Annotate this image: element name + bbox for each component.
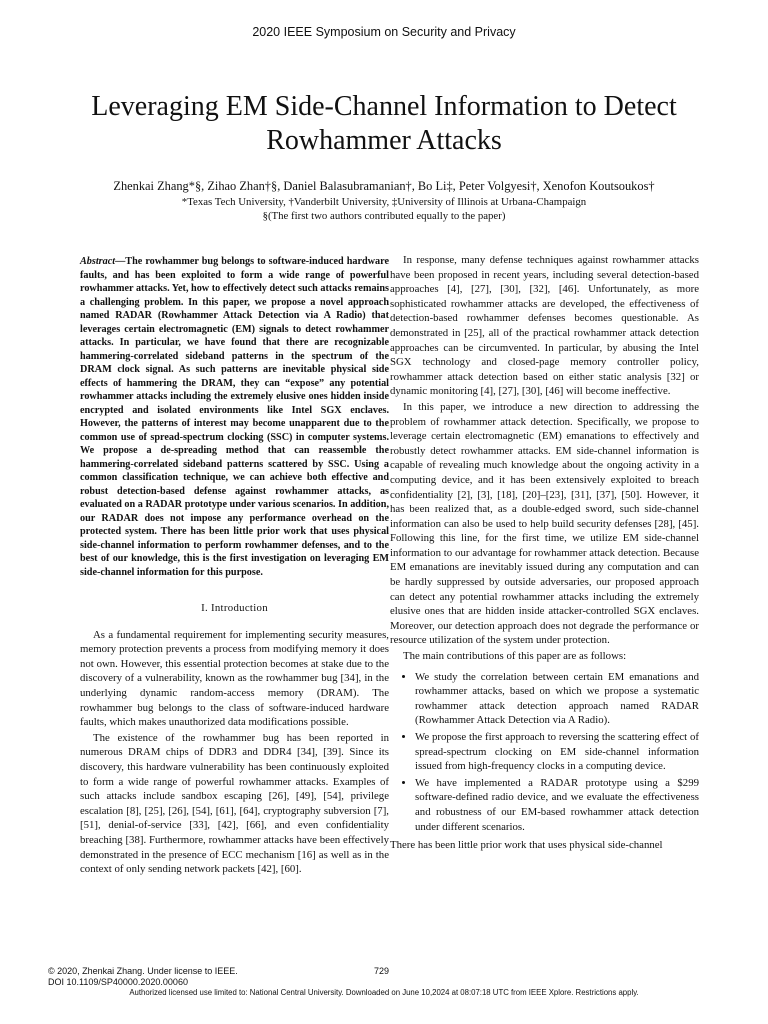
paper-title: Leveraging EM Side-Channel Information to Detect Rowhammer Attacks — [91, 91, 677, 156]
intro-paragraph-2: The existence of the rowhammer bug has been reported in numerous DRAM chips of DDR3 and DDR4 [34], [39]. Since its discovery, this hardware vulnerability has been continuously exploited to form a wide range of powerful rowhammer attacks. Examples of such attacks include sandbox escaping [26], [49], [54], privilege escalation [8], [25], [26], [54], [61], [64], cryptography subversion [7], [51], denial-of-service [33], [42], [66], and even confidentiality breaching [38]. Furthermore, rowhammer attacks have been effectively demonstrated in the presence of ECC mechanism [16] as well as in the context of only sending network packets [42], [60]. — [80, 731, 389, 876]
contribution-item: • We study the correlation between certain EM emanations and rowhammer attacks, based on which we propose a systematic rowhammer attack detection approach named RADAR (Rowhammer Attack Detection via A Radio). — [415, 670, 699, 728]
right-paragraph-4: There has been little prior work that uses physical side-channel — [390, 839, 663, 852]
equal-contribution-note: §(The first two authors contributed equally to the paper) — [262, 210, 506, 222]
section-heading-introduction: I. Introduction — [201, 602, 268, 614]
license-notice: Authorized licensed use limited to: National Central University. Downloaded on June 10,2024 at 08:07:18 UTC from IEEE Xplore. Restrictions apply. — [129, 988, 639, 997]
right-paragraph-2: In this paper, we introduce a new direction to addressing the problem of rowhammer attack detection. Specifically, we propose to leverage certain electromagnetic (EM) emanations to effectively and robustly detect rowhammer attacks. EM side-channel information is capable of revealing much knowledge about the ongoing activity in a computing device, and it has been extensively exploited to breach confidentiality [2], [3], [18], [20]–[23], [31], [37], [50]. However, it has been realized that, as a double-edged sword, such side-channel information can also be used to help build security defenses [28], [45]. Following this line, for the first time, we utilize EM side-channel information to our advantage for rowhammer attack detection. Because EM emanations are inevitably issued during any computation and can be hardly suppressed by outside adversaries, our proposed approach can detect any potential rowhammer attacks including the extremely elusive ones that are hidden inside attacker-controlled SGX enclaves. Moreover, our detection approach does not degrade the performance or resource utilization of the system under protection. — [390, 400, 699, 647]
contributions-intro: The main contributions of this paper are as follows: — [403, 650, 627, 663]
doi: DOI 10.1109/SP40000.2020.00060 — [48, 977, 188, 987]
right-column — [390, 253, 699, 854]
abstract-text: —The rowhammer bug belongs to software-induced hardware faults, and has been exploited to form a wide range of powerful rowhammer attacks. Yet, how to effectively detect such attacks remains a challenging problem. In this paper, we propose a novel approach named RADAR (Rowhammer Attack Detection via A Radio) that leverages certain electromagnetic (EM) signals to detect rowhammer attacks. In particular, we have found that there are recognizable hammering-correlated sideband patterns in the spectrum of the DRAM clock signal. As such patterns are inevitable physical side effects of hammering the DRAM, they can “expose” any potential rowhammer attacks including the extremely elusive ones hidden inside encrypted and isolated environments like Intel SGX enclaves. However, the patterns of interest may become unapparent due to the common use of spread-spectrum clocking (SSC) in computer systems. We propose a de-spreading method that can reassemble the hammering-correlated sideband patterns scattered by SSC. Using a common classification technique, we can achieve both effective and robust detection-based defense against rowhammer attacks, as evaluated on a RADAR prototype under various scenarios. In addition, our RADAR does not impose any performance overhead on the protected system. There has been little prior work that uses physical side-channel information to perform rowhammer defenses, and to the best of our knowledge, this is the first investigation on leveraging EM side-channel information for this purpose. — [80, 256, 389, 578]
affiliations-block — [20, 195, 748, 223]
abstract — [80, 255, 389, 579]
author-list: Zhenkai Zhang*§, Zihao Zhan†§, Daniel Balasubramanian†, Bo Li‡, Peter Volgyesi†, Xenofon Koutsoukos† — [113, 179, 655, 193]
contributions-list — [390, 670, 699, 835]
left-column — [80, 255, 389, 878]
affiliations: *Texas Tech University, †Vanderbilt University, ‡University of Illinois at Urbana-Champaign — [181, 196, 587, 208]
intro-paragraph-1: As a fundamental requirement for implementing security measures, memory protection prevents a process from modifying memory it does not own. However, this essential protection becomes at stake due to the discovery of a vulnerability, known as the rowhammer bug [34], in the underlying dynamic random-access memory (DRAM). The rowhammer bug belongs to the class of software-induced hardware faults, which makes unauthorized data modifications possible. — [80, 628, 389, 729]
contribution-item: • We propose the first approach to reversing the scattering effect of spread-spectrum clocking on EM side-channel information issued from high-frequency clocks in a computing device. — [415, 730, 699, 774]
abstract-label: Abstract — [80, 256, 116, 267]
copyright: © 2020, Zhenkai Zhang. Under license to IEEE. — [48, 966, 238, 976]
page-number: 729 — [374, 966, 390, 976]
right-paragraph-1: In response, many defense techniques against rowhammer attacks have been proposed in recent years, including several detection-based approaches [4], [27], [30], [32], [46]. Unfortunately, as more sophisticated rowhammer attacks are developed, the effectiveness of detection-based rowhammer defenses becomes questionable. As demonstrated in [25], all of the practical rowhammer attack detection approaches can be circumvented. In particular, by abusing the Intel SGX technology and closed-page memory controller policy, rowhammer attack detection based on either static analysis [32] or dynamic monitoring [4], [27], [30], [46] will become ineffective. — [390, 254, 699, 398]
conference-name: 2020 IEEE Symposium on Security and Privacy — [252, 25, 516, 39]
footer-copyright-block — [48, 966, 238, 988]
contribution-item: • We have implemented a RADAR prototype using a $299 software-defined radio device, and we evaluate the effectiveness and robustness of our EM-based rowhammer attack detection under different scenarios. — [415, 776, 699, 834]
